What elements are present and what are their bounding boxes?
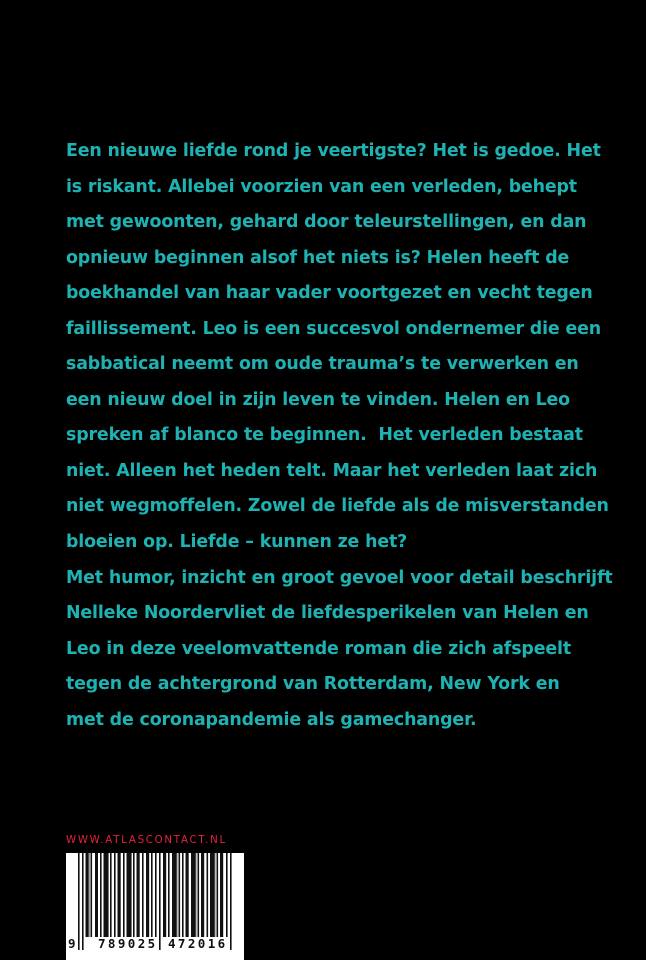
blurb-line: spreken af blanco te beginnen. Het verleden bestaat xyxy=(66,425,583,446)
blurb-line: met de coronapandemie als gamechanger. xyxy=(66,709,477,730)
blurb-line: is riskant. Allebei voorzien van een verleden, behept xyxy=(66,176,577,197)
blurb-line: bloeien op. Liefde – kunnen ze het? xyxy=(66,532,408,553)
blurb-line: Leo in deze veelomvattende roman die zich afspeelt xyxy=(66,638,571,659)
blurb-line: opnieuw beginnen alsof het niets is? Helen heeft de xyxy=(66,247,570,268)
blurb-line: een nieuw doel in zijn leven te vinden. Helen en Leo xyxy=(66,389,570,410)
blurb-line: met gewoonten, gehard door teleurstellingen, en dan xyxy=(66,212,587,233)
isbn-left-digits: 789025 xyxy=(98,936,158,951)
blurb-line: Een nieuwe liefde rond je veertigste? Het is gedoe. Het xyxy=(66,141,601,161)
publisher-url[interactable]: WWW.ATLASCONTACT.NL xyxy=(66,835,227,846)
blurb-line: boekhandel van haar vader voortgezet en vecht tegen xyxy=(66,283,593,304)
blurb-line: faillissement. Leo is een succesvol ondernemer die een xyxy=(66,318,601,339)
isbn-first-digit: 9 xyxy=(68,936,78,951)
blurb-line: Met humor, inzicht en groot gevoel voor detail beschrijft xyxy=(66,567,613,588)
isbn-right-digits: 472016 xyxy=(168,936,228,951)
blurb-line: Nelleke Noordervliet de liefdesperikelen van Helen en xyxy=(66,603,589,624)
blurb-line: sabbatical neemt om oude trauma’s te verwerken en xyxy=(66,354,579,375)
blurb-line: niet. Alleen het heden telt. Maar het verleden laat zich xyxy=(66,460,598,481)
isbn-barcode xyxy=(66,853,244,960)
blurb-line: niet wegmoffelen. Zowel de liefde als de misverstanden xyxy=(66,496,609,517)
back-cover-blurb xyxy=(66,134,626,738)
blurb-line: tegen de achtergrond van Rotterdam, New York en xyxy=(66,674,560,695)
